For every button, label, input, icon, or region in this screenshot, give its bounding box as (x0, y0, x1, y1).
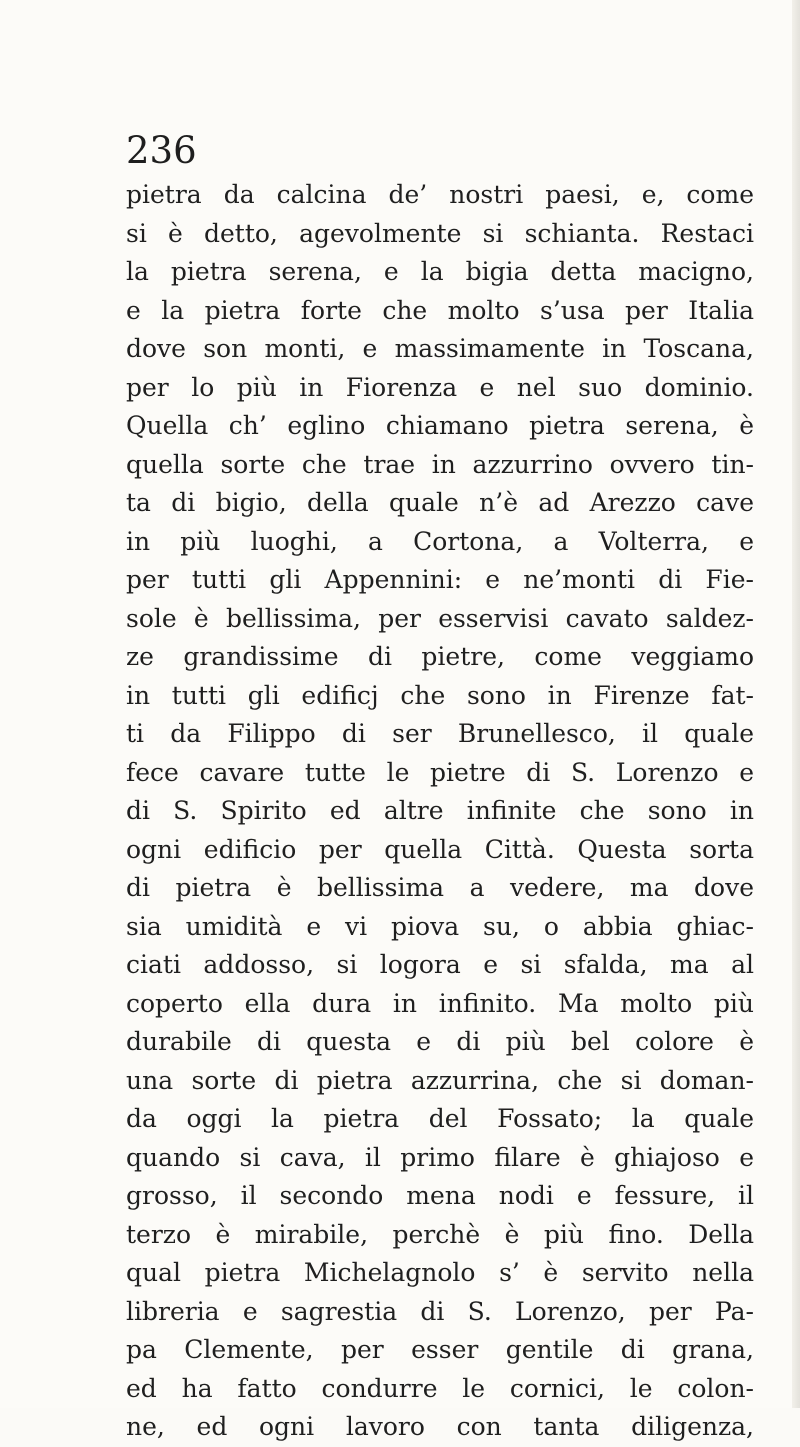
text-line: sole è bellissima, per esservisi cavato saldez- (126, 603, 754, 633)
body-text (126, 176, 754, 1447)
text-line: da oggi la pietra del Fossato; la quale (126, 1104, 754, 1133)
text-line: ne, ed ogni lavoro con tanta diligenza, (126, 1412, 754, 1441)
text-line: per tutti gli Appennini: e ne’monti di Fie- (126, 565, 754, 594)
text-line: coperto ella dura in infinito. Ma molto più (126, 988, 754, 1018)
text-line: una sorte di pietra azzurrina, che si doman- (126, 1065, 754, 1095)
text-line: quando si cava, il primo filare è ghiajoso e (126, 1142, 754, 1172)
text-line: ed ha fatto condurre le cornici, le colon- (126, 1373, 754, 1403)
text-line: la pietra serena, e la bigia detta macigno, (126, 257, 754, 286)
text-line: ciati addosso, si logora e si sfalda, ma al (126, 950, 754, 979)
text-line: ta di bigio, della quale n’è ad Arezzo cave (126, 488, 754, 517)
text-line: Quella ch’ eglino chiamano pietra serena, è (126, 411, 754, 440)
text-line: dove son monti, e massimamente in Toscana, (126, 334, 754, 363)
text-line: per lo più in Fiorenza e nel suo dominio. (126, 372, 754, 402)
text-line: e la pietra forte che molto s’usa per Italia (126, 295, 754, 325)
text-line: durabile di questa e di più bel colore è (126, 1027, 754, 1056)
text-line: terzo è mirabile, perchè è più fino. Della (126, 1219, 754, 1249)
text-line: di pietra è bellissima a vedere, ma dove (126, 873, 754, 902)
text-line: si è detto, agevolmente si schianta. Restaci (126, 218, 754, 248)
text-line: sia umidità e vi piova su, o abbia ghiac- (126, 911, 754, 941)
text-line: ogni edificio per quella Città. Questa sorta (126, 834, 754, 864)
text-line: grosso, il secondo mena nodi e fessure, il (126, 1181, 754, 1210)
text-line: ze grandissime di pietre, come veggiamo (126, 642, 754, 671)
text-line: quella sorte che trae in azzurrino ovvero tin- (126, 449, 754, 479)
text-line: di S. Spirito ed altre infinite che sono in (126, 796, 754, 825)
text-line: pa Clemente, per esser gentile di grana, (126, 1335, 754, 1364)
text-line: in tutti gli edificj che sono in Firenze fat- (126, 680, 754, 710)
page-number: 236 (126, 129, 197, 172)
page-edge (792, 0, 800, 1408)
text-line: ti da Filippo di ser Brunellesco, il quale (126, 719, 754, 748)
text-line: in più luoghi, a Cortona, a Volterra, e (126, 526, 754, 556)
text-line: qual pietra Michelagnolo s’ è servito nella (126, 1258, 754, 1287)
text-line: libreria e sagrestia di S. Lorenzo, per Pa- (126, 1296, 754, 1326)
text-line: fece cavare tutte le pietre di S. Lorenzo e (126, 757, 754, 787)
text-line: pietra da calcina de’ nostri paesi, e, come (126, 180, 754, 209)
